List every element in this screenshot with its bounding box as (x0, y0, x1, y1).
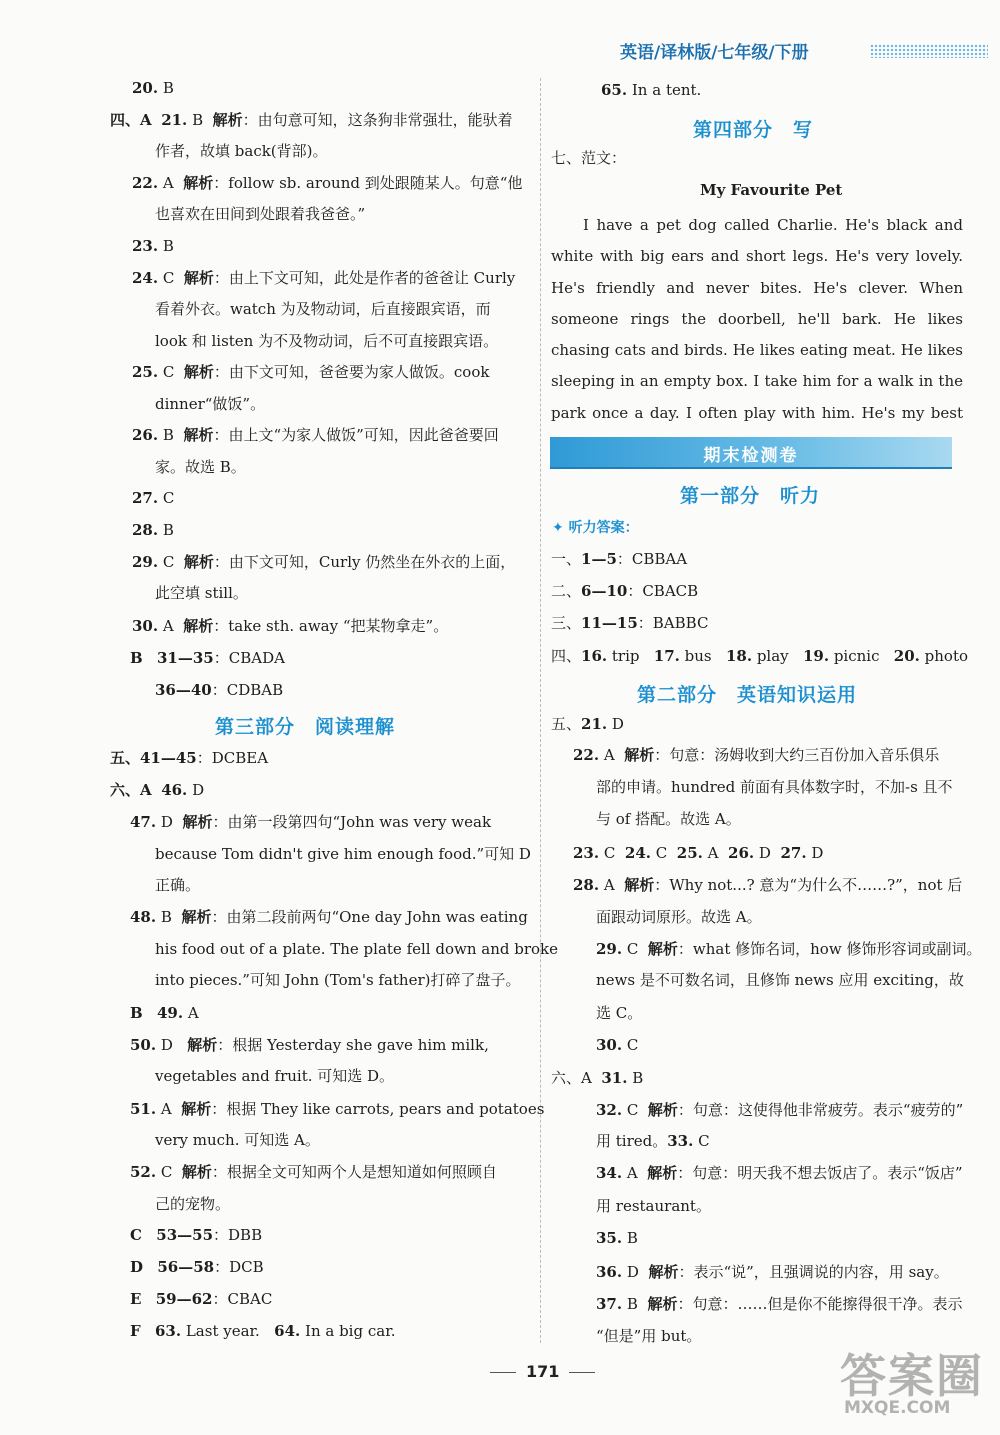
answer-line: 47. D 解析：由第一段第四句“John was very weak (130, 813, 492, 831)
answer-line: 二、6—10：CBACB (551, 582, 699, 600)
running-header (620, 36, 990, 64)
answer-line: news 是不可数名词，且修饰 news 应用 exciting，故 (596, 971, 964, 989)
answer-line: 五、41—45：DCBEA (110, 749, 269, 767)
answer-line: 37. B 解析：句意：……但是你不能擦得很干净。表示 (596, 1295, 963, 1313)
watermark-logo (840, 1340, 990, 1425)
answer-line: 此空填 still。 (155, 584, 248, 602)
watermark-logo-text: 答案圈 (840, 1349, 984, 1403)
essay-body: I have a pet dog called Charlie. He's black and white with big ears and short legs. He's very lovely. He's friendly and never bites. He's clever. When someone rings the doorbell, he'll bark. He likes chasing cats and birds. He likes eating meat. He likes sleeping in an empty box. I take him for a walk in the park once a day. I often play with him. He's my best (551, 216, 963, 422)
answer-line: his food out of a plate. The plate fell down and broke (155, 940, 559, 958)
header-dot-pattern (870, 44, 988, 58)
answer-line: 23. B (132, 237, 174, 255)
answer-line: 48. B 解析：由第二段前两句“One day John was eating (130, 908, 528, 926)
answer-line: 五、21. D (551, 715, 624, 733)
answer-line: look 和 listen 为不及物动词，后不可直接跟宾语。 (155, 332, 499, 350)
answer-line: 看着外衣。watch 为及物动词，后直接跟宾语，而 (155, 300, 491, 318)
answer-line: 家。故选 B。 (155, 458, 246, 476)
section-listening: 第一部分 听力 (680, 485, 821, 507)
answer-line: 30. C (596, 1036, 639, 1054)
answer-line: 四、A 21. B 解析：由句意可知，这条狗非常强壮，能驮着 (110, 111, 513, 129)
answer-line: F 63. Last year. 64. In a big car. (130, 1322, 396, 1340)
answer-line: into pieces.”可知 John (Tom's father)打碎了盘子。 (155, 971, 521, 989)
answer-line: 23. C 24. C 25. A 26. D 27. D (573, 844, 824, 862)
answer-line: 26. B 解析：由上文“为家人做饭”可知，因此爸爸要回 (132, 426, 499, 444)
answer-line: 29. C 解析：what 修饰名词，how 修饰形容词或副词。 (596, 940, 982, 958)
answer-line: 三、11—15：BABBC (551, 614, 709, 632)
answer-line: 20. B (132, 79, 174, 97)
answer-line: 四、16. trip 17. bus 18. play 19. picnic 20. photo (551, 647, 969, 665)
answer-line: “但是”用 but。 (596, 1327, 702, 1345)
answer-line: vegetables and fruit. 可知选 D。 (155, 1067, 395, 1085)
answer-line: 22. A 解析：follow sb. around 到处跟随某人。句意“他 (132, 174, 523, 192)
answer-line: D 56—58：DCB (130, 1258, 264, 1276)
answer-line: E 59—62：CBAC (130, 1290, 273, 1308)
answer-line: 六、A 46. D (110, 781, 205, 799)
answer-line: 29. C 解析：由下文可知，Curly 仍然坐在外衣的上面， (132, 553, 516, 571)
answer-line: B 49. A (130, 1004, 199, 1022)
answer-line: 己的宠物。 (155, 1195, 231, 1213)
answer-line: 27. C (132, 489, 175, 507)
answer-line-65: 65. In a tent. (601, 81, 702, 99)
answer-line: 34. A 解析：句意：明天我不想去饭店了。表示“饭店” (596, 1164, 963, 1182)
answer-line: 面跟动词原形。故选 A。 (596, 908, 762, 926)
answer-line: 36. D 解析：表示“说”，且强调说的内容，用 say。 (596, 1263, 949, 1281)
answer-line: 28. A 解析：Why not...? 意为“为什么不……?”，not 后 (573, 876, 963, 894)
answer-line: 25. C 解析：由下文可知，爸爸要为家人做饭。cook (132, 363, 490, 381)
answer-line: 用 restaurant。 (596, 1197, 711, 1215)
answer-line: 用 tired。33. C (596, 1132, 710, 1150)
answer-line: 作者，故填 back(背部)。 (155, 142, 328, 160)
answer-line: 36—40：CDBAB (155, 681, 284, 699)
exam-banner-title: 期末检测卷 (703, 446, 799, 466)
section-reading: 第三部分 阅读理解 (215, 716, 396, 738)
answer-line: 一、1—5：CBBAA (551, 550, 688, 568)
answer-line: 50. D 解析：根据 Yesterday she gave him milk, (130, 1036, 489, 1054)
answer-line: because Tom didn't give him enough food.”可知 D (155, 845, 531, 863)
essay-title: My Favourite Pet (700, 181, 843, 199)
header-title: 英语/译林版/七年级/下册 (620, 43, 809, 63)
answer-line: 六、A 31. B (551, 1069, 644, 1087)
answer-line: 51. A 解析：根据 They like carrots, pears and potatoes (130, 1100, 545, 1118)
answer-line: dinner“做饭”。 (155, 395, 266, 413)
answer-line: 正确。 (155, 876, 201, 894)
watermark-url: MXQE.COM (844, 1398, 951, 1418)
answer-line: very much. 可知选 A。 (155, 1131, 320, 1149)
column-divider (540, 78, 541, 1343)
answer-line: 选 C。 (596, 1004, 643, 1022)
answer-line: 30. A 解析：take sth. away “把某物拿走”。 (132, 617, 449, 635)
listening-answers-tag: ✦ 听力答案： (552, 520, 639, 536)
page-number: 171 (480, 1362, 605, 1381)
answer-line: 与 of 搭配。故选 A。 (596, 810, 741, 828)
answer-line: 部的申请。hundred 前面有具体数字时，不加-s 且不 (596, 778, 953, 796)
answer-line: 也喜欢在田间到处跟着我爸爸。” (155, 205, 366, 223)
section-language-use: 第二部分 英语知识运用 (637, 684, 858, 706)
exam-banner (550, 437, 952, 469)
answer-line: 28. B (132, 521, 174, 539)
answer-line: 24. C 解析：由上下文可知，此处是作者的爸爸让 Curly (132, 269, 516, 287)
answer-line: 35. B (596, 1229, 638, 1247)
answer-line: 32. C 解析：句意：这使得他非常疲劳。表示“疲劳的” (596, 1101, 964, 1119)
answer-line: B 31—35：CBADA (130, 649, 285, 667)
section-writing: 第四部分 写 (693, 119, 814, 141)
essay-label: 七、范文： (551, 149, 627, 167)
answer-line: 52. C 解析：根据全文可知两个人是想知道如何照顾自 (130, 1163, 497, 1181)
answer-line: 22. A 解析：句意：汤姆收到大约三百份加入音乐俱乐 (573, 746, 940, 764)
answer-line: C 53—55：DBB (130, 1226, 263, 1244)
